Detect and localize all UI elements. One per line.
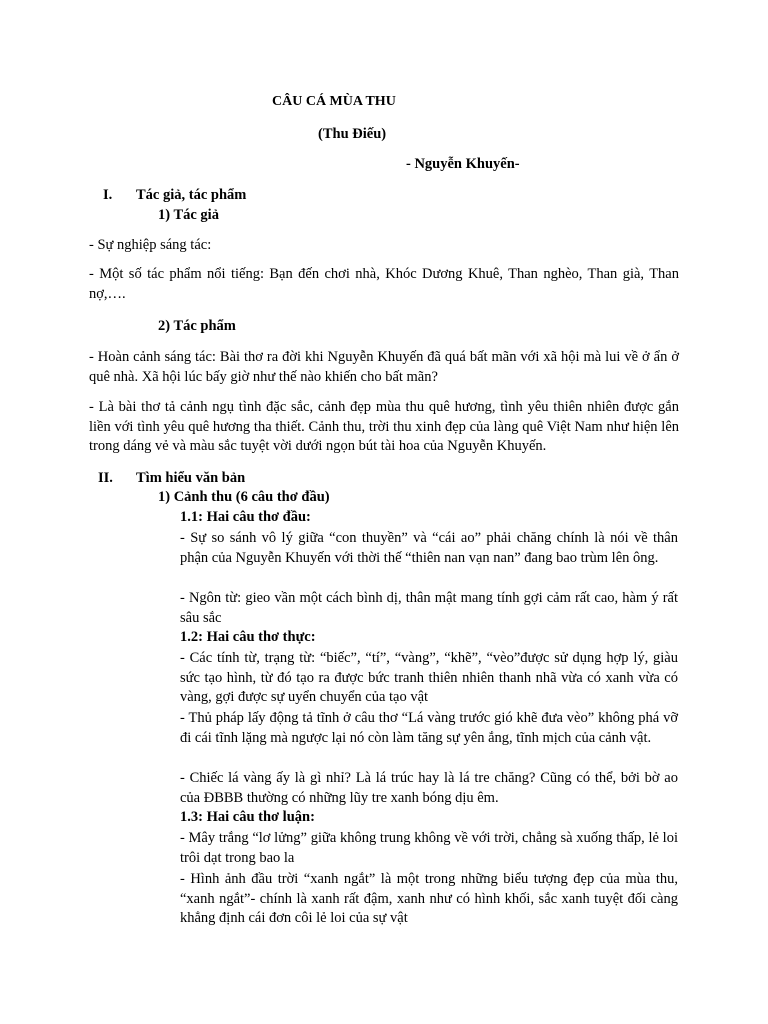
document-subtitle: (Thu Điếu) — [318, 126, 387, 142]
section-2-sub-1: 1) Cảnh thu (6 câu thơ đầu) — [158, 489, 330, 505]
paragraph-works: - Một số tác phẩm nổi tiếng: Bạn đến chơi nhà, Khóc Dương Khuê, Than nghèo, Than già, Than nợ,…. — [89, 266, 679, 302]
paragraph-1-3-a: - Mây trắng “lơ lửng” giữa không trung không về với trời, chẳng sà xuống thấp, lẻ loi trôi dạt trong bao la — [180, 830, 678, 866]
section-1-sub-2: 2) Tác phẩm — [158, 318, 236, 334]
section-1-heading: Tác giả, tác phẩm — [136, 187, 247, 203]
heading-1-2: 1.2: Hai câu thơ thực: — [180, 629, 316, 645]
paragraph-1-2-a: - Các tính từ, trạng từ: “biếc”, “tí”, “vàng”, “khẽ”, “vèo”được sử dụng hợp lý, giàu sức tạo hình, từ đó tạo ra được bức tranh thiên nhiên thanh nhã vừa có xanh vừa có vàng, gợi được sự uyển chuyển của tạo vật — [180, 650, 678, 705]
paragraph-1-3-b: - Hình ảnh đầu trời “xanh ngắt” là một trong những biểu tượng đẹp của mùa thu, “xanh ngắt”- chính là xanh rất đậm, xanh như có hình khối, sắc xanh tuyệt đối càng khẳng định cái đơn côi lẻ loi của sự vật — [180, 871, 678, 926]
section-1-numeral: I. — [103, 187, 113, 203]
heading-1-1: 1.1: Hai câu thơ đầu: — [180, 509, 311, 525]
paragraph-summary: - Là bài thơ tả cảnh ngụ tình đặc sắc, cảnh đẹp mùa thu quê hương, tình yêu thiên nhiên được gắn liền với tình yêu quê hương tha thiết. Cảnh thu, trời thu xinh đẹp của làng quê Việt Nam như hiện lên trong dáng vẻ và màu sắc tuyệt vời dưới ngọn bút tài hoa của Nguyễn Khuyến. — [89, 399, 679, 454]
document-title: CÂU CÁ MÙA THU — [272, 94, 396, 109]
heading-1-3: 1.3: Hai câu thơ luận: — [180, 809, 315, 825]
paragraph-context: - Hoàn cảnh sáng tác: Bài thơ ra đời khi Nguyễn Khuyến đã quá bất mãn với xã hội mà lui về ở ẩn ở quê nhà. Xã hội lúc bấy giờ như thế nào khiến cho bất mãn? — [89, 349, 679, 385]
paragraph-1-1-b: - Ngôn từ: gieo vần một cách bình dị, thân mật mang tính gợi cảm rất cao, hàm ý rất sâu sắc — [180, 590, 678, 626]
section-2-heading: Tìm hiểu văn bản — [136, 470, 246, 486]
section-1-sub-1: 1) Tác giả — [158, 207, 219, 223]
paragraph-career: - Sự nghiệp sáng tác: — [89, 237, 212, 253]
paragraph-1-2-c: - Chiếc lá vàng ấy là gì nhỉ? Là lá trúc hay là lá tre chăng? Cũng có thể, bởi bờ ao của ĐBBB thường có những lũy tre xanh bóng dịu êm. — [180, 770, 678, 806]
paragraph-1-2-b: - Thủ pháp lấy động tả tĩnh ở câu thơ “Lá vàng trước gió khẽ đưa vèo” không phá vỡ đi cái tĩnh lặng mà ngược lại nó còn làm tăng sự yên ắng, tĩnh mịch của cảnh vật. — [180, 710, 678, 746]
paragraph-1-1-a: - Sự so sánh vô lý giữa “con thuyền” và “cái ao” phải chăng chính là nói về thân phận của Nguyễn Khuyến với thời thế “thiên nan vạn nan” đang bao trùm lên ông. — [180, 530, 678, 566]
section-2-numeral: II. — [98, 470, 113, 486]
author-line: - Nguyễn Khuyến- — [406, 156, 520, 172]
